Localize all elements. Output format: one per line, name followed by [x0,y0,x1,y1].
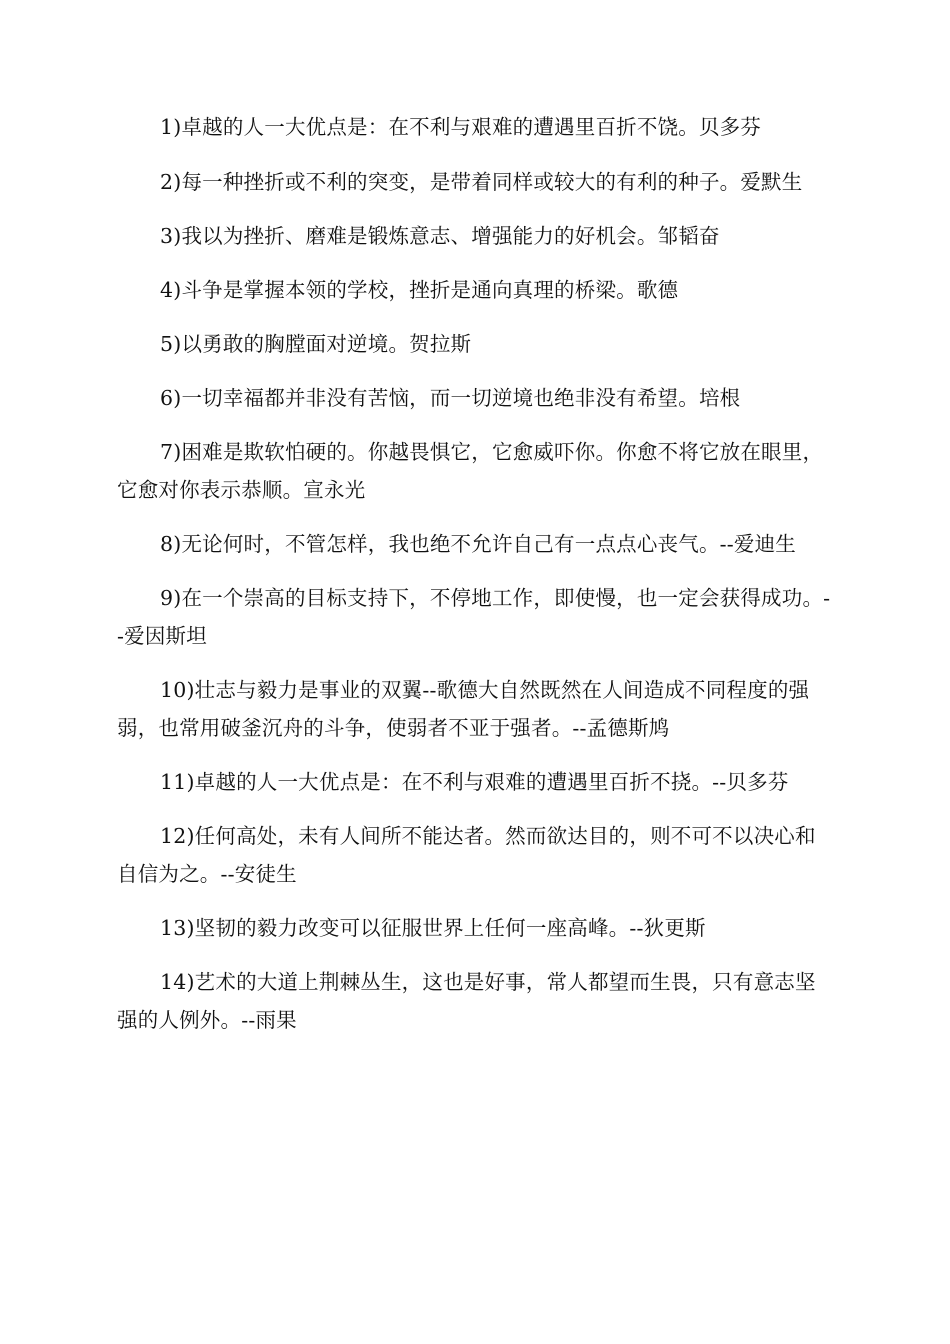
quote-list [117,108,833,1039]
quote-paragraph-3: 3)我以为挫折、磨难是锻炼意志、增强能力的好机会。邹韬奋 [160,224,720,248]
quote-paragraph-5: 5)以勇敢的胸膛面对逆境。贺拉斯 [160,332,472,356]
quote-paragraph-6: 6)一切幸福都并非没有苦恼，而一切逆境也绝非没有希望。培根 [160,386,741,410]
quote-paragraph-4: 4)斗争是掌握本领的学校，挫折是通向真理的桥梁。歌德 [160,278,679,302]
quote-paragraph-11: 11)卓越的人一大优点是：在不利与艰难的遭遇里百折不挠。--贝多芬 [160,770,789,794]
quote-paragraph-8: 8)无论何时，不管怎样，我也绝不允许自己有一点点心丧气。--爱迪生 [160,532,796,556]
quote-paragraph-10: 10)壮志与毅力是事业的双翼--歌德大自然既然在人间造成不同程度的强弱，也常用破釜沉舟的斗争，使弱者不亚于强者。--孟德斯鸠 [117,678,810,740]
quote-paragraph-9: 9)在一个崇高的目标支持下，不停地工作，即使慢，也一定会获得成功。--爱因斯坦 [117,586,831,648]
quote-paragraph-13: 13)坚韧的毅力改变可以征服世界上任何一座高峰。--狄更斯 [160,916,706,940]
quote-paragraph-1: 1)卓越的人一大优点是：在不利与艰难的遭遇里百折不饶。贝多芬 [160,115,762,139]
quote-paragraph-14: 14)艺术的大道上荆棘丛生，这也是好事，常人都望而生畏，只有意志坚强的人例外。--雨果 [117,970,816,1032]
quote-paragraph-12: 12)任何高处，未有人间所不能达者。然而欲达目的，则不可不以决心和自信为之。--安徒生 [117,824,816,886]
quote-paragraph-2: 2)每一种挫折或不利的突变，是带着同样或较大的有利的种子。爱默生 [160,170,803,194]
quote-paragraph-7: 7)困难是欺软怕硬的。你越畏惧它，它愈威吓你。你愈不将它放在眼里，它愈对你表示恭顺。宣永光 [117,440,824,502]
